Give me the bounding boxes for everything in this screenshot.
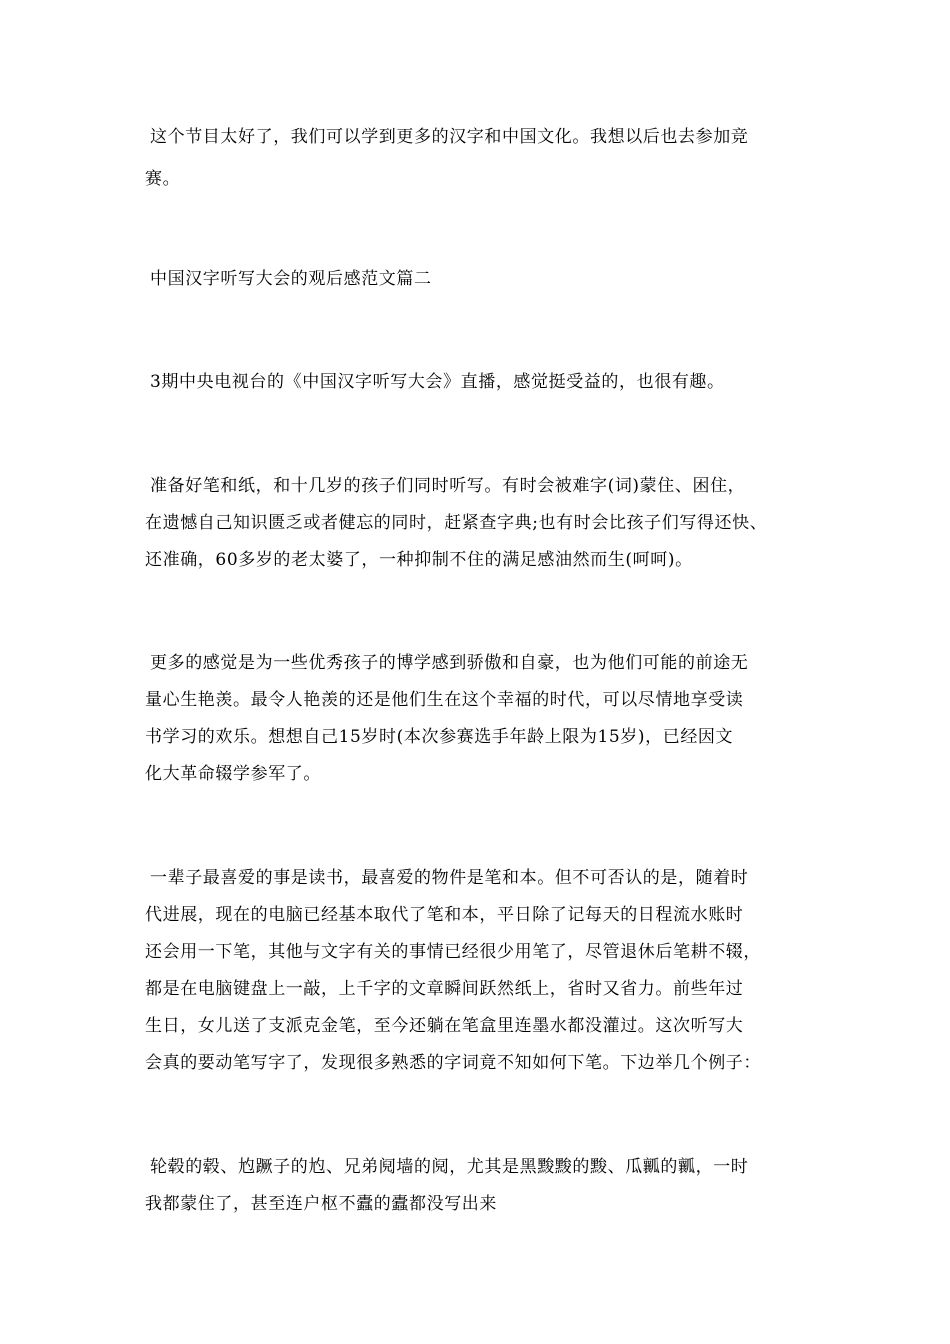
paragraph-5-line-6: 会真的要动笔写字了，发现很多熟悉的字词竟不知如何下笔。下边举几个例子： [145,1053,761,1073]
paragraph-6-line-1: 轮毂的毂、尥蹶子的尥、兄弟阋墙的阋，尤其是黑黢黢的黢、瓜瓤的瓤，一时 [150,1157,749,1177]
paragraph-4-line-4: 化大革命辍学参军了。 [145,764,321,784]
paragraph-5-line-4: 都是在电脑键盘上一敲，上千字的文章瞬间跃然纸上，省时又省力。前些年过 [145,979,744,999]
paragraph-5-line-3: 还会用一下笔，其他与文字有关的事情已经很少用笔了，尽管退休后笔耕不辍， [145,942,761,962]
paragraph-1-line-1: 这个节目太好了，我们可以学到更多的汉字和中国文化。我想以后也去参加竞 [150,127,749,147]
paragraph-4-line-1: 更多的感觉是为一些优秀孩子的博学感到骄傲和自豪，也为他们可能的前途无 [150,653,749,673]
paragraph-3-line-1: 准备好笔和纸，和十几岁的孩子们同时听写。有时会被难字(词)蒙住、困住， [150,476,746,496]
paragraph-5-line-1: 一辈子最喜爱的事是读书，最喜爱的物件是笔和本。但不可否认的是，随着时 [150,868,749,888]
paragraph-6-line-2: 我都蒙住了，甚至连户枢不蠹的蠹都没写出来 [145,1194,497,1214]
paragraph-4-line-3: 书学习的欢乐。想想自己15岁时(本次参赛选手年龄上限为15岁)，已经因文 [145,727,734,747]
paragraph-4-line-2: 量心生艳羡。最令人艳羡的还是他们生在这个幸福的时代，可以尽情地享受读 [145,690,744,710]
paragraph-3-line-2: 在遗憾自己知识匮乏或者健忘的同时，赶紧查字典;也有时会比孩子们写得还快、 [145,513,768,533]
section-heading: 中国汉字听写大会的观后感范文篇二 [150,269,432,289]
paragraph-3-line-3: 还准确，60多岁的老太婆了，一种抑制不住的满足感油然而生(呵呵)。 [145,550,693,570]
paragraph-5-line-5: 生日，女儿送了支派克金笔，至今还躺在笔盒里连墨水都没灌过。这次听写大 [145,1016,744,1036]
paragraph-2-line-1: 3期中央电视台的《中国汉字听写大会》直播，感觉挺受益的，也很有趣。 [150,372,725,392]
paragraph-1-line-2: 赛。 [145,169,181,189]
paragraph-5-line-2: 代进展，现在的电脑已经基本取代了笔和本，平日除了记每天的日程流水账时 [145,905,744,925]
